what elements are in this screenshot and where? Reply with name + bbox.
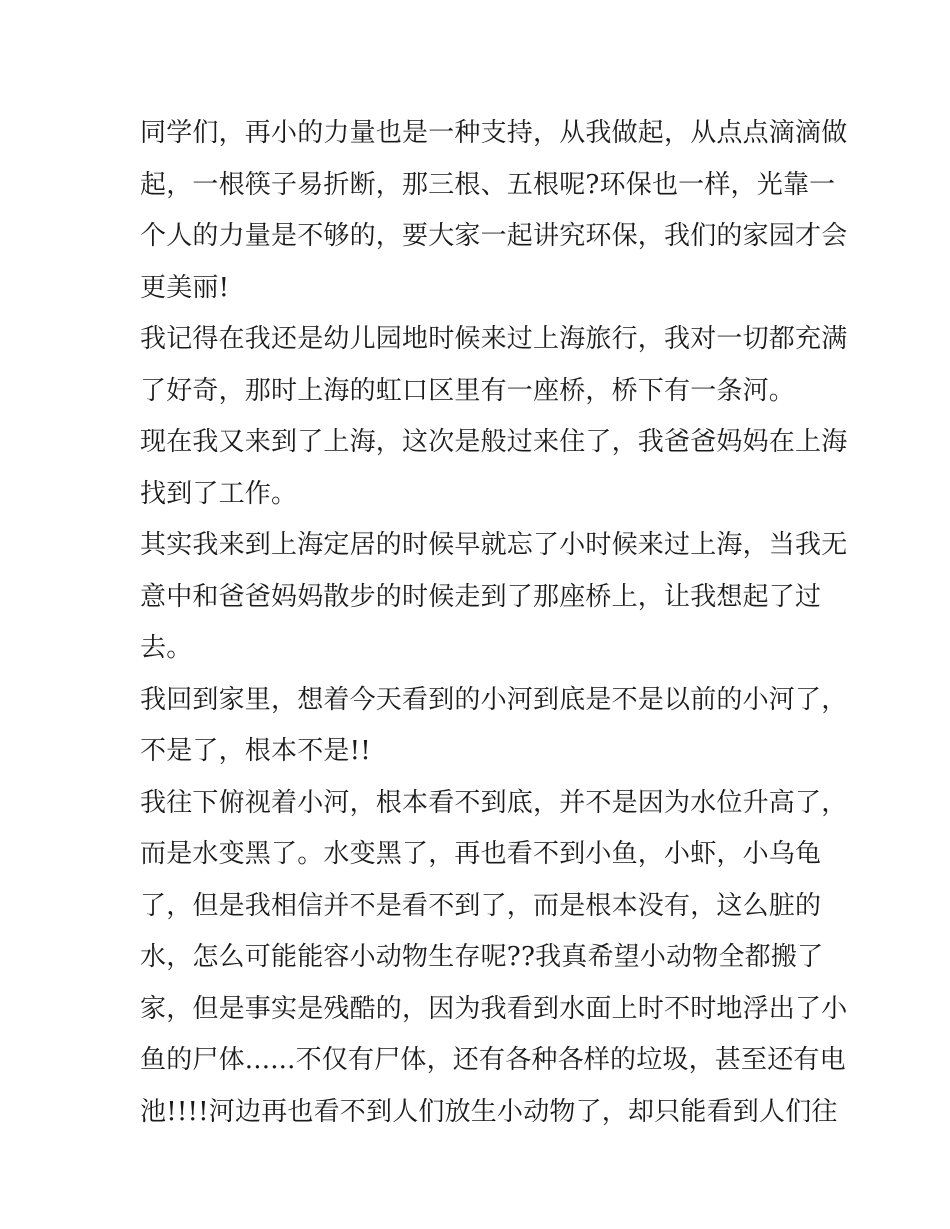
text-line: 找到了工作。: [140, 478, 298, 509]
text-line: 去。: [140, 633, 193, 663]
paragraph-5: [140, 675, 848, 778]
document-body: [140, 108, 848, 1138]
text-line: 不是了，根本不是!!: [140, 736, 371, 766]
text-line: 更美丽!: [140, 272, 230, 303]
paragraph-6: [140, 778, 848, 1139]
text-line: 池!!!!河边再也看不到人们放生小动物了，却只能看到人们往: [140, 1096, 838, 1127]
text-line: 意中和爸爸妈妈散步的时候走到了那座桥上，让我想起了过: [140, 581, 822, 612]
paragraph-1: [140, 108, 848, 314]
text-line: 了，但是我相信并不是看不到了，而是根本没有，这么脏的: [140, 890, 822, 921]
text-line: 了好奇，那时上海的虹口区里有一座桥，桥下有一条河。: [140, 375, 796, 406]
text-line: 家，但是事实是残酷的，因为我看到水面上时不时地浮出了小: [140, 993, 848, 1024]
paragraph-4: [140, 520, 848, 675]
text-line: 个人的力量是不够的，要大家一起讲究环保，我们的家园才会: [140, 221, 848, 251]
text-line: 而是水变黑了。水变黑了，再也看不到小鱼，小虾，小乌龟: [140, 839, 822, 869]
text-line: 我回到家里，想着今天看到的小河到底是不是以前的小河了，: [140, 684, 848, 715]
text-line: 鱼的尸体......不仅有尸体，还有各种各样的垃圾，甚至还有电: [140, 1045, 846, 1075]
text-line: 现在我又来到了上海，这次是般过来住了，我爸爸妈妈在上海: [140, 427, 848, 457]
text-line: 起，一根筷子易折断，那三根、五根呢?环保也一样，光靠一: [140, 169, 836, 200]
text-line: 同学们，再小的力量也是一种支持，从我做起，从点点滴滴做: [140, 118, 848, 148]
paragraph-2: [140, 314, 848, 417]
text-line: 其实我来到上海定居的时候早就忘了小时候来过上海，当我无: [140, 530, 848, 560]
paragraph-3: [140, 417, 848, 520]
text-line: 水，怎么可能能容小动物生存呢??我真希望小动物全都搬了: [140, 942, 824, 972]
text-line: 我往下俯视着小河，根本看不到底，并不是因为水位升高了，: [140, 787, 848, 818]
text-line: 我记得在我还是幼儿园地时候来过上海旅行，我对一切都充满: [140, 324, 848, 354]
